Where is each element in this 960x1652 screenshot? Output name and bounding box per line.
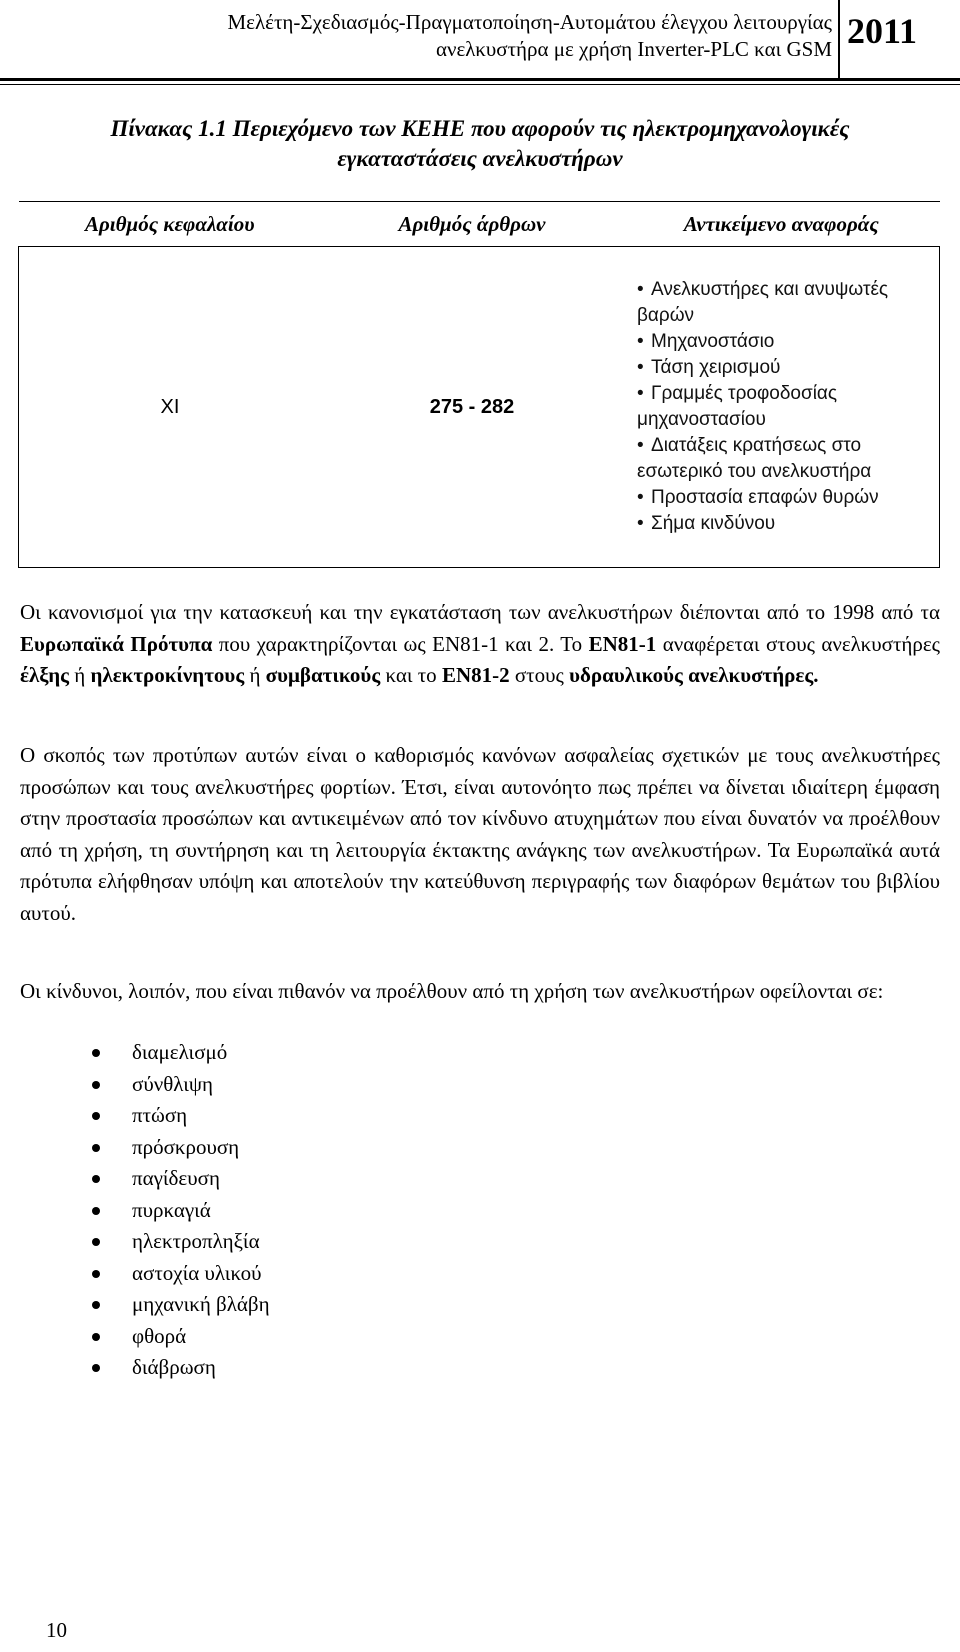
cell-articles: 275 - 282: [321, 247, 623, 568]
subject-item: • Σήμα κινδύνου: [637, 511, 938, 537]
hazards-list: [92, 1037, 270, 1384]
list-item: πρόσκρουση: [92, 1132, 270, 1164]
subject-item-continuation: εσωτερικό του ανελκυστήρα: [637, 461, 872, 482]
col-header-chapter: Αριθμός κεφαλαίου: [19, 202, 322, 247]
p1-text-6: και το: [380, 663, 442, 687]
p1-text-7: στους: [509, 663, 570, 687]
subject-item-continuation: μηχανοστασίου: [637, 409, 766, 430]
subject-item: • Τάση χειρισμού: [637, 355, 938, 381]
paragraph-purpose: Ο σκοπός των προτύπων αυτών είναι ο καθορισμός κανόνων ασφαλείας σχετικών με τους ανελκυστήρες προσώπων και τους ανελκυστήρες φορτίων. Έτσι, είναι αυτονόητο πως πρέπει να δίνεται ιδιαίτερη έμφαση στην προστασία προσώπων και αντικειμένων από τον κίνδυνο ατυχημάτων που είναι δυνατόν να προέλθουν από τη χρήση, τη συντήρηση και τη λειτουργία έκτακτης ανάγκης των ανελκυστήρων. Τα Ευρωπαϊκά αυτά πρότυπα ελήφθησαν υπόψη και αποτελούν την κατεύθυνση περιγραφής των διαφόρων θεμάτων του βιβλίου αυτού.: [20, 743, 940, 925]
subject-item: • Προστασία επαφών θυρών: [637, 485, 938, 511]
p1-text-5: ή: [244, 663, 266, 687]
table-caption: [40, 114, 920, 174]
header-title-line1: Μελέτη-Σχεδιασμός-Πραγματοποίηση-Αυτομάτου έλεγχου λειτουργίας: [227, 10, 832, 34]
subject-list: [637, 277, 938, 537]
list-item: παγίδευση: [92, 1163, 270, 1195]
table-caption-line2: εγκαταστάσεις ανελκυστήρων: [337, 146, 623, 171]
cell-chapter: XI: [19, 247, 322, 568]
header-title-line2: ανελκυστήρα με χρήση Inverter-PLC και GSM: [435, 37, 832, 61]
header-rule-thin: [0, 84, 960, 85]
cell-subject: [623, 247, 940, 568]
p1-bold-1: Ευρωπαϊκά Πρότυπα: [20, 631, 213, 656]
list-item: ηλεκτροπληξία: [92, 1226, 270, 1258]
p1-bold-4: ηλεκτροκίνητους: [90, 663, 245, 687]
page-header: [0, 0, 960, 78]
p1-text-1: Οι κανονισμοί για την κατασκευή και την εγκατάσταση των ανελκυστήρων διέπονται από το 1998 από τα: [20, 600, 940, 624]
table-caption-line1: Πίνακας 1.1 Περιεχόμενο των ΚΕΗΕ που αφορούν τις ηλεκτρομηχανολογικές: [110, 116, 850, 141]
header-rule-thick: [0, 78, 960, 81]
list-item: αστοχία υλικού: [92, 1258, 270, 1290]
p1-text-3: αναφέρεται στους ανελκυστήρες: [656, 631, 940, 656]
list-item: μηχανική βλάβη: [92, 1289, 270, 1321]
subject-item: • Διατάξεις κρατήσεως στο: [637, 433, 938, 459]
p1-text-4: ή: [68, 663, 91, 687]
p1-bold-2: ΕΝ81-1: [588, 631, 657, 656]
list-item: διαμελισμό: [92, 1037, 270, 1069]
list-item: σύνθλιψη: [92, 1069, 270, 1101]
subject-item-continuation: βαρών: [637, 305, 695, 326]
page-number: 10: [46, 1618, 67, 1642]
p1-text-2: που χαρακτηρίζονται ως ΕΝ81-1 και 2. Το: [212, 631, 589, 656]
subject-item: • Ανελκυστήρες και ανυψωτές: [637, 277, 938, 303]
paragraph-hazards-intro: Οι κίνδυνοι, λοιπόν, που είναι πιθανόν να προέλθουν από τη χρήση των ανελκυστήρων οφείλονται σε:: [20, 979, 884, 1003]
table-row: [19, 247, 940, 568]
p1-bold-3: έλξης: [20, 663, 69, 687]
header-title: [32, 9, 832, 63]
list-item: διάβρωση: [92, 1352, 270, 1384]
header-year: 2011: [847, 11, 918, 51]
list-item: πυρκαγιά: [92, 1195, 270, 1227]
col-header-subject: Αντικείμενο αναφοράς: [623, 202, 940, 247]
subject-item: • Γραμμές τροφοδοσίας: [637, 381, 938, 407]
list-item: φθορά: [92, 1321, 270, 1353]
p1-bold-7: υδραυλικούς ανελκυστήρες.: [569, 663, 819, 687]
paragraph-standards: [20, 597, 940, 692]
header-divider: [838, 0, 840, 78]
subject-item: • Μηχανοστάσιο: [637, 329, 938, 355]
kehe-table: [18, 201, 940, 568]
p1-bold-5: συμβατικούς: [265, 663, 381, 687]
p1-bold-6: ΕΝ81-2: [441, 663, 510, 687]
list-item: πτώση: [92, 1100, 270, 1132]
col-header-articles: Αριθμός άρθρων: [321, 202, 623, 247]
